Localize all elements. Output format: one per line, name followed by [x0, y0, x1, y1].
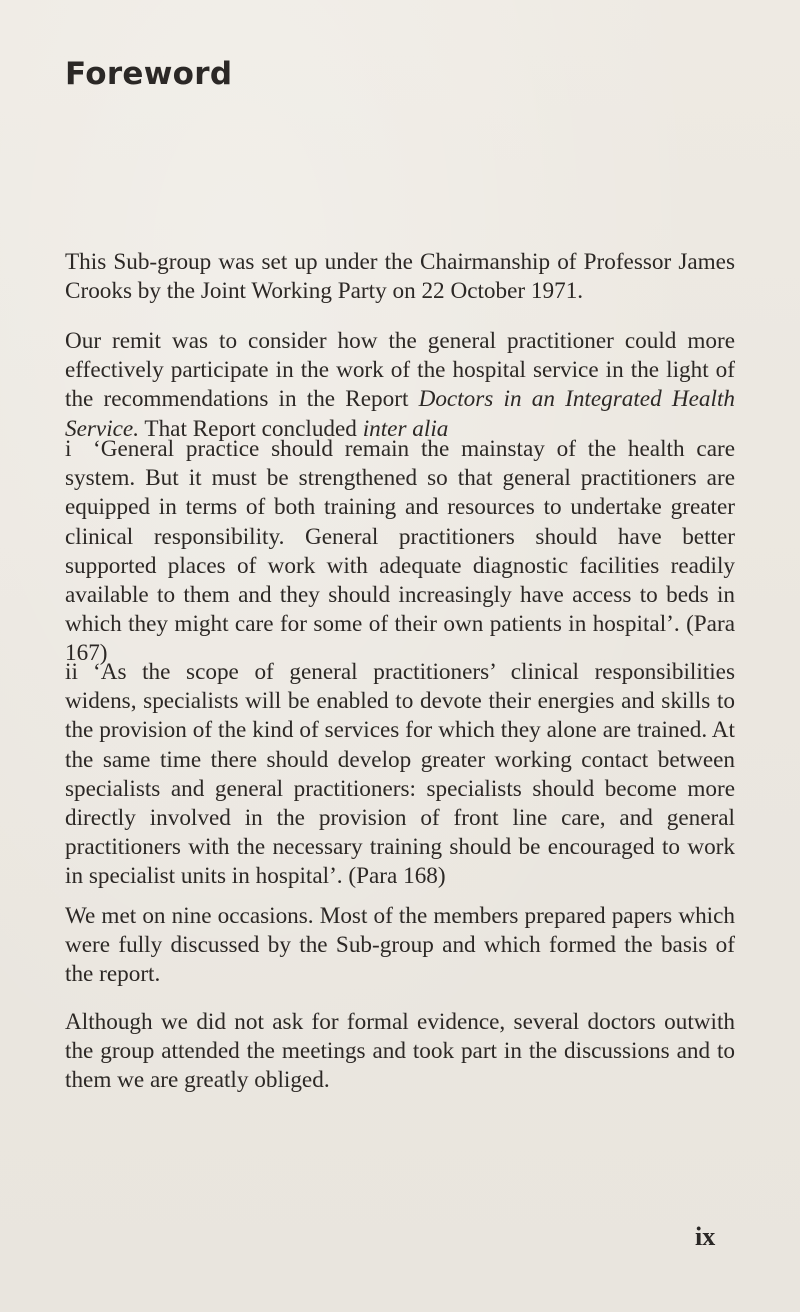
paragraph-subgroup-origin: This Sub-group was set up under the Chairmanship of Professor James Crooks by the Joint Working Party on 22 October 1971.	[65, 249, 735, 305]
report-title: Doctors in an Integrated Health Service.	[65, 386, 735, 442]
remit-text-before: Our remit was to consider how the general practitioner could more effectively participate in the work of the hospital service in the light of the recommendations in the Report	[65, 328, 735, 413]
quote-text-1: ‘General practice should remain the mainstay of the health care system. But it must be strengthened so that general practitioners are equipped in terms of both training and resources to undertake greater clinical responsibility. General practitioners should have better supported places of work with adequate diagnostic facilities readily available to them and they should increasingly have access to beds in which they might care for some of their own patients in hospital’. (Para 167)	[65, 436, 735, 667]
quote-numeral-2: ii	[65, 659, 78, 685]
quote-item-1	[65, 435, 735, 669]
paragraph-meetings: We met on nine occasions. Most of the members prepared papers which were fully discussed by the Sub-group and which formed the basis of the report.	[65, 903, 735, 988]
latin-phrase: inter alia	[362, 415, 449, 442]
paragraph-remit	[65, 327, 735, 444]
remit-text-middle: That Report concluded	[139, 415, 363, 442]
page-heading: Foreword	[65, 56, 233, 92]
paragraph-acknowledgements: Although we did not ask for formal evidence, several doctors outwith the group attended the meetings and took part in the discussions and to them we are greatly obliged.	[65, 1009, 735, 1094]
quote-numeral-1: i	[65, 436, 72, 462]
quote-item-2	[65, 658, 735, 892]
quote-text-2: ‘As the scope of general practitioners’ clinical responsibilities widens, specialists will be enabled to devote their energies and skills to the provision of the kind of services for which they alone are trained. At the same time there should develop greater working contact between specialists and general practitioners: specialists should become more directly involved in the provision of front line care, and general practitioners with the necessary training should be encouraged to work in specialist units in hospital’. (Para 168)	[65, 659, 735, 890]
page-number: ix	[695, 1222, 716, 1251]
